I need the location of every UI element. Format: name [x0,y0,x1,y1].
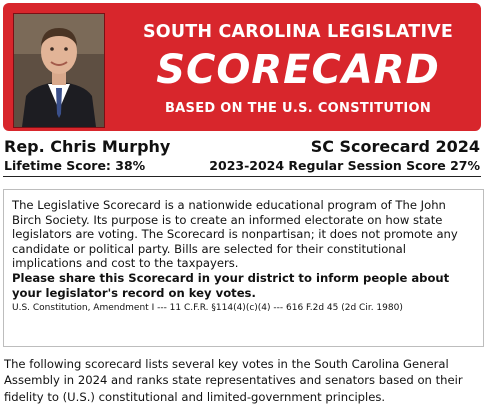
banner-subtitle: BASED ON THE U.S. CONSTITUTION [164,101,432,116]
legislator-header [4,137,480,157]
lifetime-score: Lifetime Score: 38% [4,158,146,173]
legislator-photo [13,13,105,128]
divider [3,176,481,177]
banner-title: SCORECARD [156,47,440,93]
intro-body: The Legislative Scorecard is a nationwide educational program of The John Birch Society. Its purpose is to create an informed electorate on how state legislators are voting. The Scorecard is nonpartisan; it does not promote any candidate or political party. Bills are selected for their constitutional implications and cost to the taxpayers. [12,198,458,271]
scorecard-banner [3,3,481,131]
scorecard-year-label: SC Scorecard 2024 [310,137,480,156]
intro-box [3,189,484,347]
legislator-name: Rep. Chris Murphy [4,137,171,156]
legislator-scores [4,158,480,174]
scorecard-description: The following scorecard lists several key votes in the South Carolina General Assembly in 2024 and ranks state representatives and senators based on their fidelity to (U.S.) constitutional and limited-government principles. [4,357,463,404]
legal-citation: U.S. Constitution, Amendment I --- 11 C.F.R. §114(4)(c)(4) --- 616 F.2d 45 (2d Cir. 1980) [12,303,403,314]
banner-heading: SOUTH CAROLINA LEGISLATIVE [142,22,454,42]
session-score: 2023-2024 Regular Session Score 27% [209,158,480,173]
call-to-action: Please share this Scorecard in your district to inform people about your legislator's record on key votes. [12,270,450,300]
